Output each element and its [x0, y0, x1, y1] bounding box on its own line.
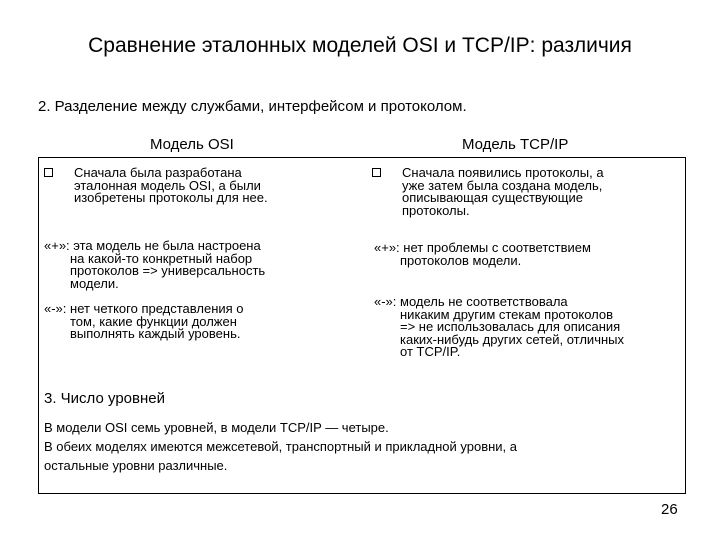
levels-text-line: остальные уровни различные.: [44, 458, 228, 473]
tcpip-bullet-item: [372, 167, 604, 217]
square-bullet-icon: [44, 168, 53, 177]
osi-minus-paragraph: «-»: нет четкого представления о том, какие функции должен выполнять каждый уровень.: [44, 301, 244, 341]
osi-plus-paragraph: «+»: эта модель не была настроена на какой-то конкретный набор протоколов => универсальность модели.: [44, 238, 266, 291]
levels-text-line: В обеих моделях имеются межсетевой, транспортный и прикладной уровни, а: [44, 439, 517, 454]
levels-text-line: В модели OSI семь уровней, в модели TCP/IP — четыре.: [44, 420, 389, 435]
osi-bullet-item: [44, 167, 268, 205]
section-heading-separation: 2. Разделение между службами, интерфейсом и протоколом.: [38, 98, 467, 115]
page-title: Сравнение эталонных моделей OSI и TCP/IP: различия: [88, 34, 632, 57]
osi-column-header: Модель OSI: [150, 136, 234, 153]
page-number: 26: [661, 501, 678, 518]
osi-bullet-text: Сначала была разработана эталонная модель OSI, а были изобретены протоколы для нее.: [74, 165, 268, 205]
tcpip-minus-paragraph: «-»: модель не соответствовала никаким другим стекам протоколов => не использовалась для описания каких-нибудь других сетей, отличных от TCP/IP.: [374, 294, 624, 359]
square-bullet-icon: [372, 168, 381, 177]
tcpip-column-header: Модель TCP/IP: [462, 136, 569, 153]
section-heading-levels: 3. Число уровней: [44, 390, 165, 407]
tcpip-bullet-text: Сначала появились протоколы, а уже затем была создана модель, описывающая существующие протоколы.: [402, 165, 604, 218]
tcpip-plus-paragraph: «+»: нет проблемы с соответствием протоколов модели.: [374, 240, 591, 268]
